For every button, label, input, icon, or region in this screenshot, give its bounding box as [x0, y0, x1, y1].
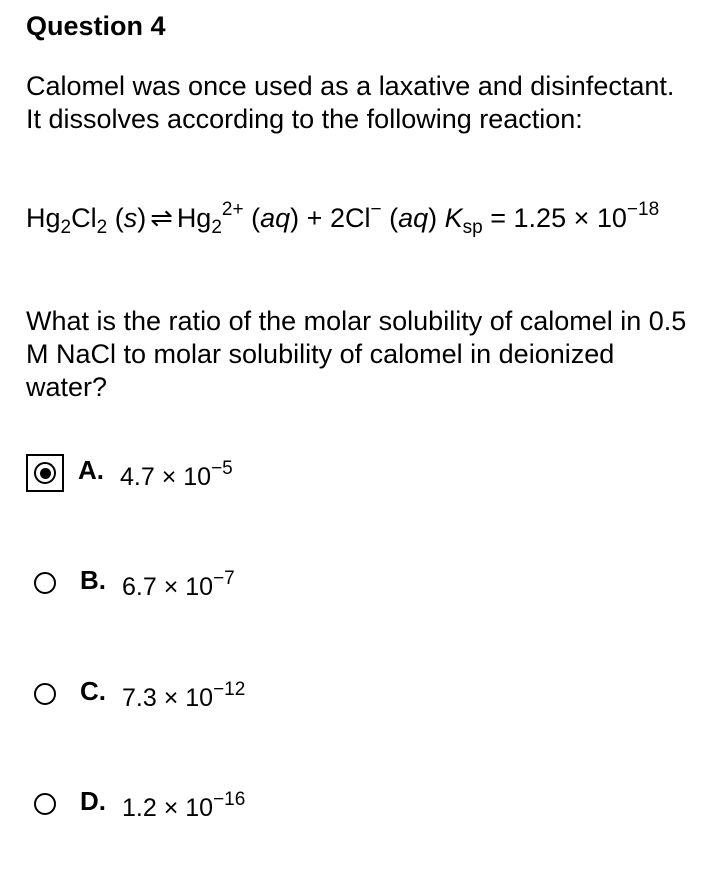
radio-unselected-icon[interactable]: [34, 572, 56, 594]
reactant-state-letter: s: [123, 203, 138, 233]
reactant-state: (s): [114, 203, 147, 233]
radio-unselected-icon[interactable]: [34, 683, 56, 705]
radio-unselected-icon[interactable]: [34, 793, 56, 815]
k-exponent: −18: [626, 199, 660, 220]
option-d-mantissa: 1.2 × 10: [122, 794, 214, 822]
option-a-letter: A.: [78, 455, 104, 485]
reaction-equation: [26, 198, 696, 238]
equilibrium-arrow-icon: ⇌: [150, 203, 173, 233]
option-d-radio-wrap[interactable]: [26, 785, 64, 823]
option-c-mantissa: 7.3 × 10: [122, 684, 214, 712]
option-a-exponent: −5: [211, 458, 233, 479]
option-b-exponent: −7: [213, 568, 235, 589]
k-base: 10: [596, 203, 627, 233]
question-ask: What is the ratio of the molar solubility of calomel in 0.5 M NaCl to molar solubility of calomel in deionized water?: [26, 306, 687, 402]
plus-sign: +: [306, 203, 323, 233]
product-a-state-letters: aq: [260, 203, 291, 233]
option-c-exponent: −12: [213, 679, 246, 700]
option-a-mantissa: 4.7 × 10: [120, 463, 212, 491]
question-title: Question 4: [26, 11, 166, 41]
reactant-b: Cl: [71, 203, 97, 233]
k-subscript: sp: [462, 217, 483, 238]
product-a-subscript: 2: [211, 217, 222, 238]
k-equals: = 1.25 ×: [490, 203, 590, 233]
product-b: 2Cl: [329, 203, 371, 233]
reactant-a-subscript: 2: [60, 217, 72, 238]
product-a-state: (aq): [251, 203, 300, 233]
option-b-radio-wrap[interactable]: [26, 564, 64, 602]
reactant-b-subscript: 2: [96, 217, 108, 238]
option-d-letter: D.: [80, 786, 106, 816]
radio-dot-icon: [40, 468, 51, 479]
product-b-state-letters: aq: [398, 203, 429, 233]
option-b-mantissa: 6.7 × 10: [122, 573, 214, 601]
k-symbol: K: [444, 203, 463, 233]
question-prompt: Calomel was once used as a laxative and disinfectant. It dissolves according to the following reaction:: [26, 71, 675, 134]
option-c[interactable]: [26, 674, 245, 714]
option-c-letter: C.: [80, 676, 106, 706]
option-b[interactable]: [26, 563, 235, 603]
radio-selected-icon[interactable]: [34, 462, 56, 484]
option-b-value: [122, 568, 235, 602]
option-c-radio-wrap[interactable]: [26, 675, 64, 713]
option-b-letter: B.: [80, 565, 106, 595]
product-b-state: (aq): [389, 203, 438, 233]
option-a-value: [120, 458, 233, 492]
reactant-a: Hg: [26, 203, 61, 233]
option-c-value: [122, 679, 246, 713]
option-a-radio-focus[interactable]: [26, 454, 64, 492]
option-d-value: [122, 789, 246, 823]
option-a[interactable]: [26, 453, 233, 493]
product-a: Hg: [176, 203, 212, 233]
option-d[interactable]: [26, 784, 245, 824]
option-d-exponent: −16: [213, 789, 246, 810]
product-b-charge: −: [370, 199, 382, 220]
product-a-charge: 2+: [221, 199, 244, 220]
